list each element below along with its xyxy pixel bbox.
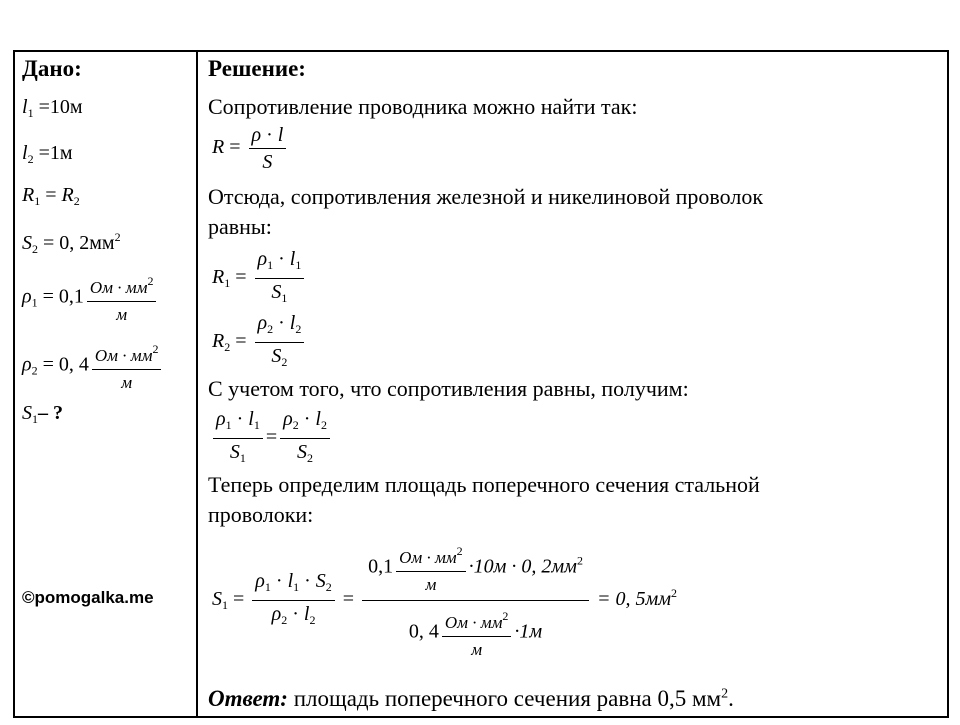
answer-label: Ответ: <box>208 686 288 711</box>
given-rho2: $\rho_2 = 0$, 4 $\frac{Ом \cdot мм^2}{м}$ <box>22 338 164 394</box>
given-rho1: $\rho_1 = 0,1$ $\frac{Ом \cdot мм^2}{м}$ <box>22 270 159 326</box>
given-s2: $S_2 = 0$, $2мм^2$ <box>22 230 121 256</box>
given-header: Дано: <box>22 56 82 81</box>
formula-r2: $R_2$ = $\frac{\rho_2 \cdot l_2}{S_2}$ <box>212 312 307 373</box>
given-column <box>22 52 194 716</box>
formula-final: $S_1$ = $\frac{\rho_1 \cdot l_1 \cdot S_2}{\rho_2 \cdot l_2}$ = 0,1 $\frac{Ом \cdot мм^2}{м}$ ·10м · 0, $2мм^2$ 0, 4 $\frac{Ом \cdot мм^2}{м}$ ·1м = 0, $5мм^2$ <box>212 540 677 661</box>
given-r-equal: $R_1 = R_2$ <box>22 184 80 208</box>
solution-line-1: Сопротивление проводника можно найти так: <box>208 94 638 119</box>
solution-line-3: С учетом того, что сопротивления равны, получим: <box>208 376 689 401</box>
given-l2: $l_2 =1м$ <box>22 142 73 166</box>
formula-r: R = $\frac{\rho \cdot l}{S}$ <box>212 124 289 173</box>
solution-line-2: Отсюда, сопротивления железной и никелиновой проволок <box>208 184 764 209</box>
answer-line: Ответ: площадь поперечного сечения равна 0,5 $мм^2$. <box>208 686 734 711</box>
solution-header: Решение: <box>208 56 306 81</box>
solution-column <box>208 52 944 716</box>
solution-line-4: Теперь определим площадь поперечного сечения стальной <box>208 472 760 497</box>
solution-line-4b: проволоки: <box>208 502 314 527</box>
formula-r1: $R_1$ = $\frac{\rho_1 \cdot l_1}{S_1}$ <box>212 248 307 309</box>
watermark: ©pomogalka.me <box>22 588 154 607</box>
column-divider <box>196 50 198 718</box>
formula-equal: $\frac{\rho_1 \cdot l_1}{S_1}$ = $\frac{\rho_2 \cdot l_2}{S_2}$ <box>210 408 333 469</box>
answer-text: площадь поперечного сечения равна 0,5 мм <box>287 686 722 711</box>
solution-line-2b: равны: <box>208 214 272 239</box>
given-l1: $l_1 =10м$ <box>22 96 83 120</box>
given-unknown: $S_1-$ ? <box>22 402 63 426</box>
